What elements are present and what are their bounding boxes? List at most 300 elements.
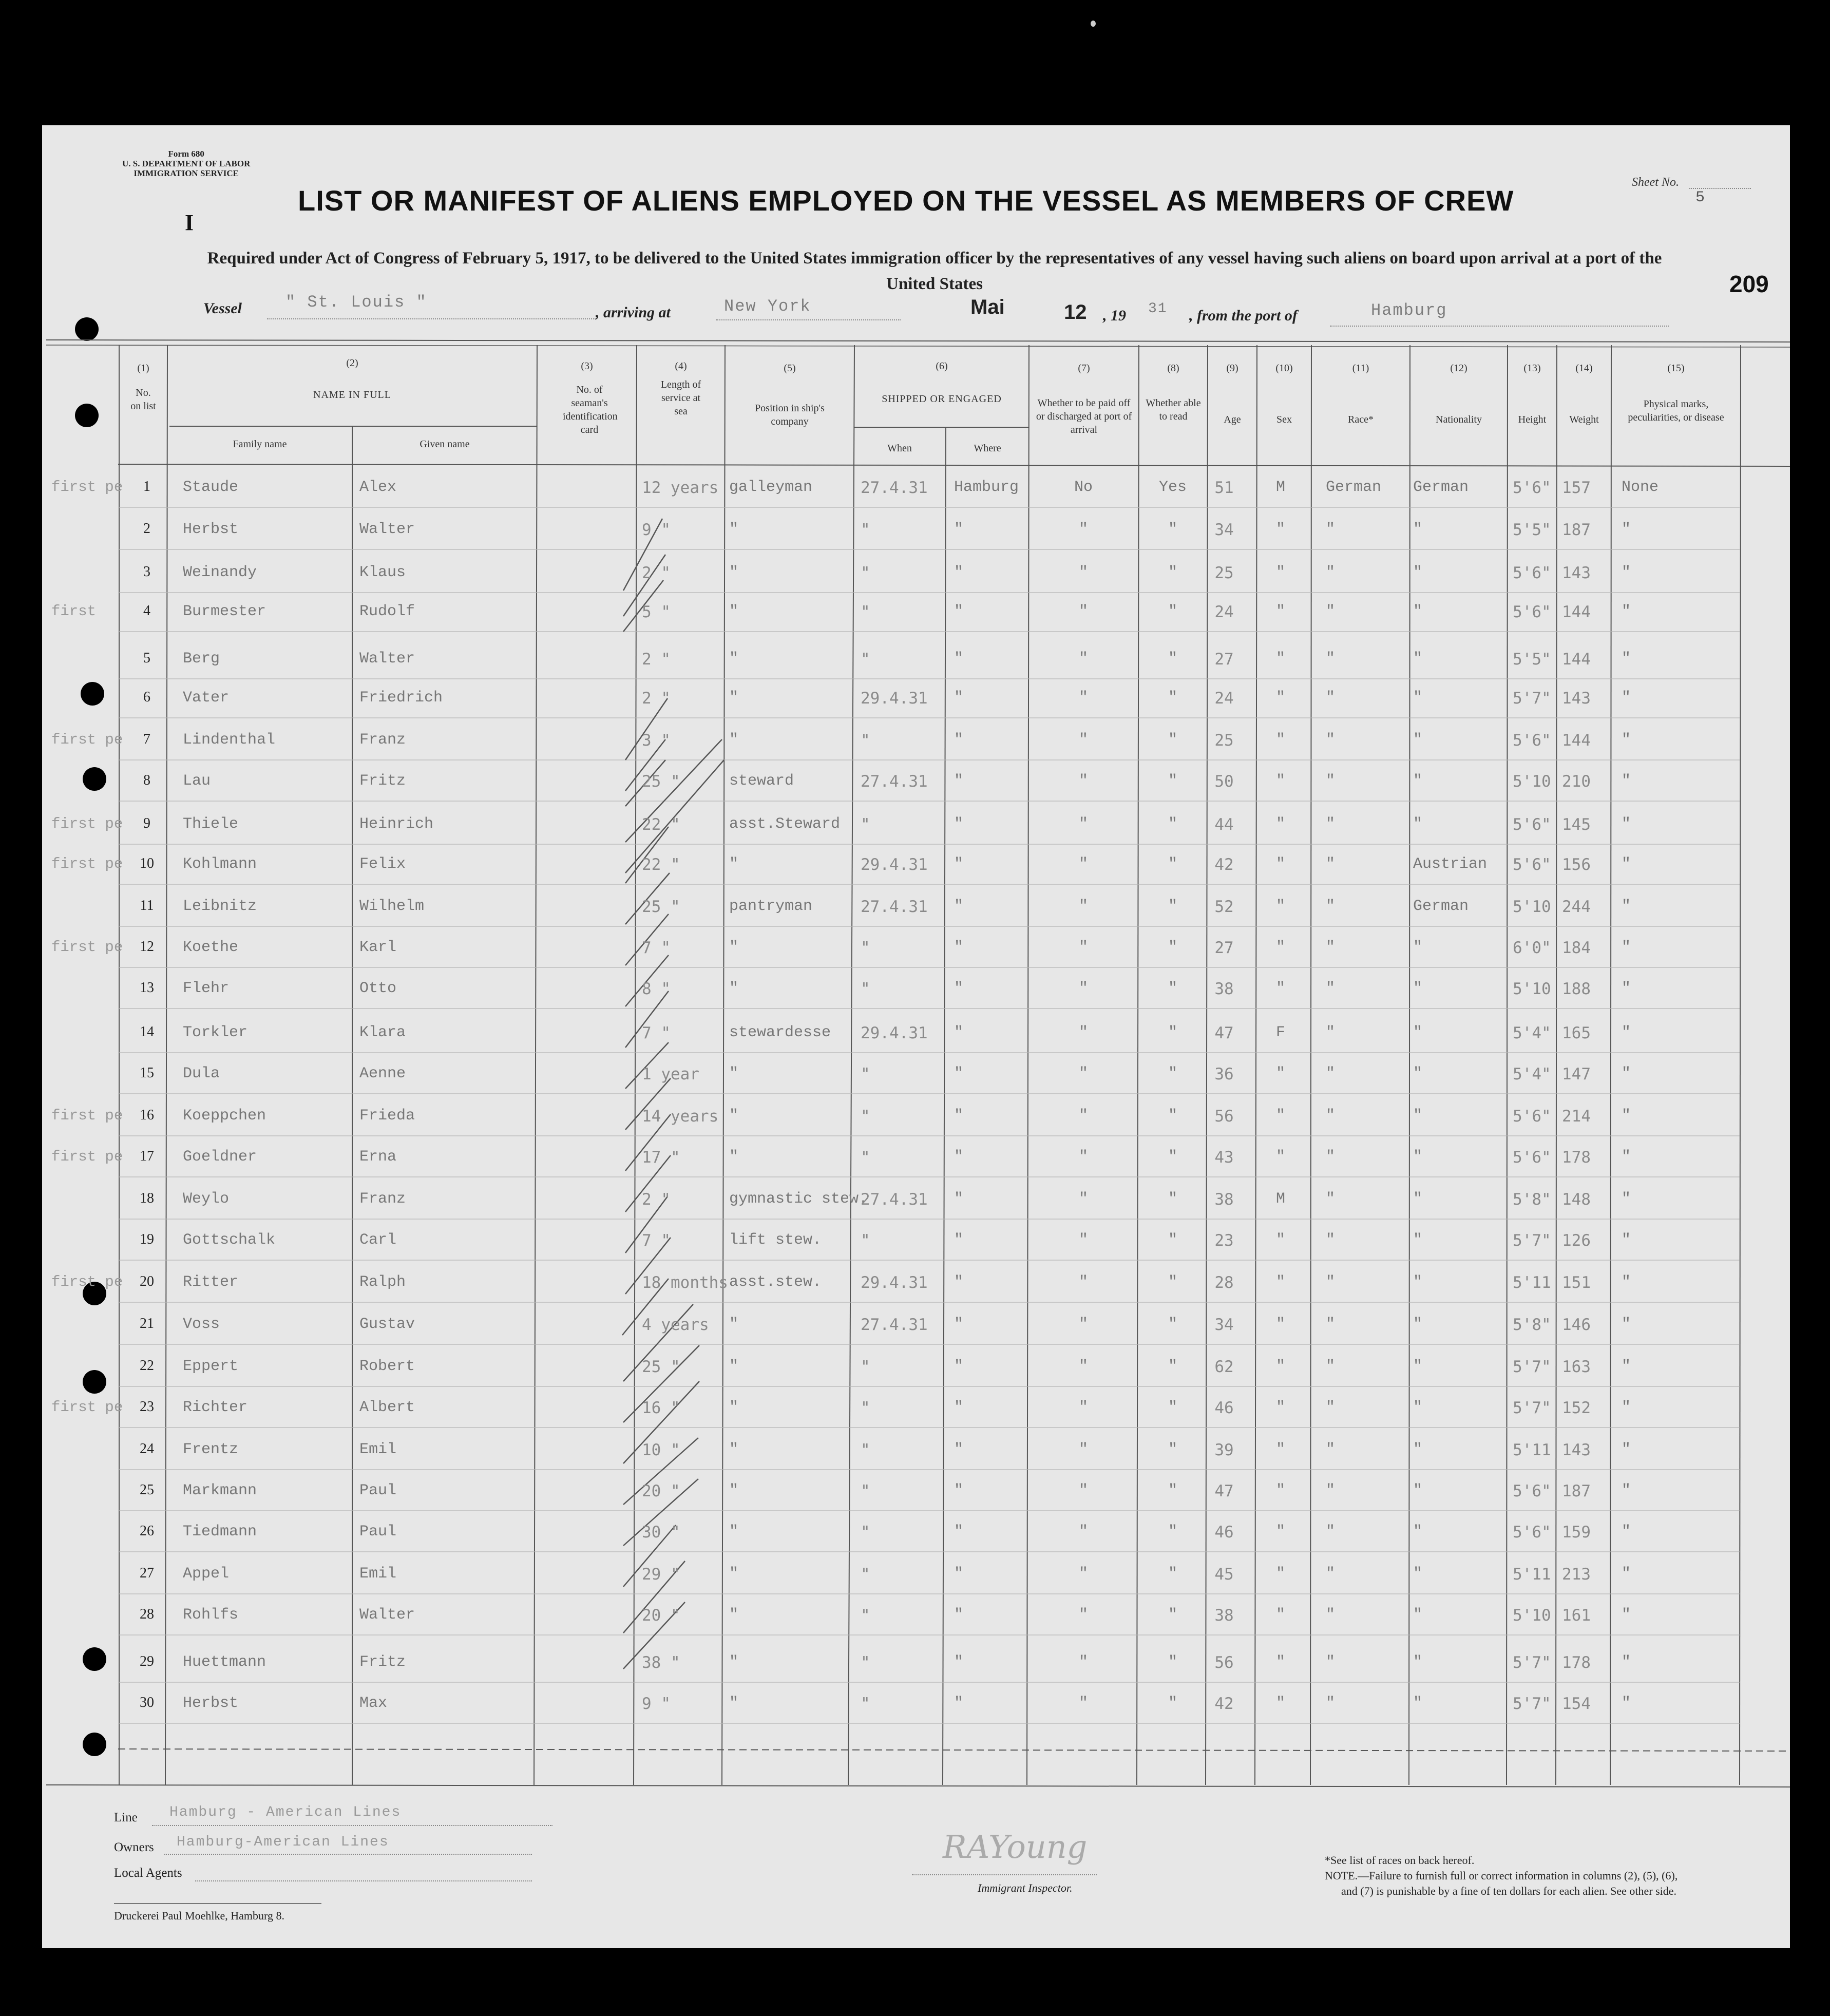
age: 52: [1214, 898, 1234, 916]
shipped-where: ": [954, 980, 964, 997]
row-number: 7: [143, 731, 150, 747]
physical-marks: ": [1622, 980, 1631, 997]
given-name: Friedrich: [359, 689, 443, 707]
able-to-read: ": [1168, 1482, 1177, 1499]
sex: ": [1275, 1148, 1285, 1166]
weight: 147: [1562, 1065, 1591, 1083]
age: 45: [1214, 1565, 1234, 1584]
paid-off: ": [1078, 1107, 1088, 1125]
age: 47: [1214, 1024, 1234, 1042]
physical-marks: ": [1622, 1107, 1631, 1125]
shipped-when: ": [861, 1565, 870, 1584]
given-name: Franz: [359, 1190, 406, 1208]
given-name: Robert: [359, 1358, 415, 1375]
race: German: [1326, 479, 1382, 496]
paid-off: ": [1078, 1148, 1088, 1166]
row-number: 13: [140, 980, 154, 996]
position: ": [729, 1065, 739, 1082]
shipped-when: ": [861, 1107, 870, 1126]
physical-marks: ": [1622, 1482, 1631, 1499]
position: ": [729, 939, 739, 956]
shipped-when: 27.4.31: [861, 1190, 928, 1209]
physical-marks: ": [1622, 1653, 1631, 1671]
footnote: [1325, 1853, 1678, 1899]
family-name: Weinandy: [183, 564, 257, 581]
able-to-read: ": [1168, 939, 1177, 956]
given-name: Paul: [359, 1482, 397, 1499]
position: ": [729, 1148, 739, 1166]
able-to-read: ": [1168, 731, 1177, 749]
able-to-read: Yes: [1158, 479, 1187, 496]
shipped-when: ": [861, 1441, 870, 1459]
family-name: Flehr: [183, 980, 230, 997]
col-13-number: (13): [1523, 363, 1541, 374]
shipped-where: ": [954, 1024, 964, 1041]
service-length: 20 ": [642, 1482, 680, 1500]
vessel-label: Vessel: [203, 300, 242, 317]
race: ": [1326, 731, 1336, 749]
service-length: 7 ": [642, 939, 671, 957]
nationality: ": [1413, 1316, 1423, 1333]
row-number: 25: [140, 1482, 154, 1498]
given-name: Heinrich: [359, 815, 434, 833]
position: ": [729, 1695, 739, 1712]
given-name: Carl: [359, 1231, 397, 1249]
col-8-label: Whether able to read: [1146, 397, 1201, 422]
shipped-where: ": [954, 1606, 964, 1624]
shipped-when: 29.4.31: [861, 855, 928, 874]
sex: ": [1275, 1695, 1285, 1712]
row-number: 28: [140, 1606, 154, 1622]
age: 34: [1214, 1316, 1234, 1334]
page-title: LIST OR MANIFEST OF ALIENS EMPLOYED ON THE VESSEL AS MEMBERS OF CREW: [298, 184, 1514, 217]
row-number: 2: [143, 521, 150, 537]
margin-note: first pe: [51, 1399, 123, 1416]
physical-marks: None: [1622, 479, 1659, 496]
height: 5'4": [1513, 1065, 1551, 1083]
height: 5'6": [1513, 603, 1551, 621]
paid-off: ": [1078, 1441, 1088, 1458]
family-name: Gottschalk: [183, 1231, 276, 1249]
height: 5'6": [1513, 815, 1551, 834]
margin-note: first pe: [51, 479, 123, 496]
nationality: ": [1413, 1358, 1423, 1375]
sex: ": [1275, 980, 1285, 997]
shipped-when: ": [861, 650, 870, 669]
race: ": [1326, 1065, 1336, 1082]
margin-mark: I: [185, 210, 194, 235]
shipped-where: ": [954, 564, 964, 581]
row-number: 29: [140, 1653, 154, 1669]
able-to-read: ": [1168, 603, 1177, 620]
owners-label: Owners: [114, 1840, 154, 1854]
shipped-where: ": [954, 898, 964, 915]
weight: 165: [1562, 1024, 1591, 1042]
paid-off: ": [1078, 1316, 1088, 1333]
family-name: Leibnitz: [183, 898, 257, 915]
row-number: 26: [140, 1523, 154, 1539]
col-9-label: Age: [1224, 414, 1241, 425]
col-6-when-label: When: [887, 443, 912, 454]
position: ": [729, 1107, 739, 1125]
nationality: ": [1413, 939, 1423, 956]
col-7-label: Whether to be paid off or discharged at port of arrival: [1036, 397, 1132, 435]
position: ": [729, 521, 739, 538]
weight: 154: [1562, 1695, 1591, 1713]
row-number: 20: [140, 1273, 154, 1289]
able-to-read: ": [1168, 564, 1177, 581]
weight: 210: [1562, 772, 1591, 791]
able-to-read: ": [1168, 1441, 1177, 1458]
age: 38: [1214, 1190, 1234, 1209]
shipped-where: ": [954, 772, 964, 790]
able-to-read: ": [1168, 1653, 1177, 1671]
races-note: *See list of races on back hereof.: [1325, 1854, 1475, 1867]
row-number: 27: [140, 1565, 154, 1581]
col-5-number: (5): [784, 363, 796, 374]
shipped-where: ": [954, 1231, 964, 1249]
shipped-where: ": [954, 1565, 964, 1583]
col-4-number: (4): [675, 360, 687, 372]
age: 39: [1214, 1441, 1234, 1459]
sex: ": [1275, 1565, 1285, 1583]
col-6-number: (6): [936, 360, 948, 372]
height: 5'7": [1513, 1399, 1551, 1417]
age: 27: [1214, 650, 1234, 669]
height: 5'5": [1513, 650, 1551, 669]
physical-marks: ": [1622, 564, 1631, 581]
family-name: Burmester: [183, 603, 266, 620]
position: stewardesse: [729, 1024, 831, 1041]
height: 5'6": [1513, 855, 1551, 874]
physical-marks: ": [1622, 1024, 1631, 1041]
weight: 156: [1562, 855, 1591, 874]
position: ": [729, 1523, 739, 1540]
position: ": [729, 1399, 739, 1416]
race: ": [1326, 1148, 1336, 1166]
shipped-when: ": [861, 815, 870, 834]
physical-marks: ": [1622, 603, 1631, 620]
race: ": [1326, 1273, 1336, 1291]
race: ": [1326, 603, 1336, 620]
given-name: Alex: [359, 479, 397, 496]
shipped-where: ": [954, 1441, 964, 1458]
height: 5'10: [1513, 1606, 1551, 1625]
service-length: 2 ": [642, 689, 671, 708]
physical-marks: ": [1622, 1695, 1631, 1712]
service-length: 22 ": [642, 855, 680, 874]
col-11-number: (11): [1352, 363, 1369, 374]
height: 5'6": [1513, 564, 1551, 582]
height: 5'6": [1513, 1482, 1551, 1500]
shipped-when: 27.4.31: [861, 1316, 928, 1334]
physical-marks: ": [1622, 1273, 1631, 1291]
row-number: 5: [143, 650, 150, 666]
service-length: 22 ": [642, 815, 680, 834]
col-8-number: (8): [1167, 363, 1179, 374]
position: ": [729, 1316, 739, 1333]
weight: 184: [1562, 939, 1591, 957]
race: ": [1326, 1107, 1336, 1125]
family-name: Herbst: [183, 1695, 239, 1712]
sex: ": [1275, 939, 1285, 956]
col-2-label: NAME IN FULL: [313, 389, 391, 401]
given-name: Walter: [359, 521, 415, 538]
age: 42: [1214, 1695, 1234, 1713]
position: ": [729, 855, 739, 873]
age: 46: [1214, 1399, 1234, 1417]
sex: ": [1275, 1653, 1285, 1671]
given-name: Emil: [359, 1441, 397, 1458]
able-to-read: ": [1168, 1024, 1177, 1041]
physical-marks: ": [1622, 1606, 1631, 1624]
race: ": [1326, 939, 1336, 956]
paid-off: ": [1078, 980, 1088, 997]
physical-marks: ": [1622, 1231, 1631, 1249]
weight: 178: [1562, 1148, 1591, 1167]
col-12-label: Nationality: [1436, 414, 1482, 425]
row-number: 19: [140, 1231, 154, 1247]
line-value: Hamburg - American Lines: [169, 1804, 402, 1820]
able-to-read: ": [1168, 1231, 1177, 1249]
race: ": [1326, 1523, 1336, 1540]
paid-off: ": [1078, 1606, 1088, 1624]
shipped-where: ": [954, 1065, 964, 1082]
able-to-read: ": [1168, 1273, 1177, 1291]
row-number: 9: [143, 815, 150, 831]
position: steward: [729, 772, 794, 790]
height: 5'6": [1513, 1523, 1551, 1542]
paid-off: ": [1078, 1231, 1088, 1249]
sex: ": [1275, 564, 1285, 581]
weight: 163: [1562, 1358, 1591, 1376]
shipped-when: ": [861, 603, 870, 621]
given-name: Klara: [359, 1024, 406, 1041]
margin-note: first pe: [51, 815, 123, 832]
paid-off: ": [1078, 898, 1088, 915]
page-subtitle: Required under Act of Congress of February 5, 1917, to be delivered to the United States immigration officer by the representatives of any vessel having such aliens on board upon arrival at a port of the United States: [207, 249, 1662, 293]
weight: 143: [1562, 689, 1591, 708]
race: ": [1326, 650, 1336, 668]
family-name: Vater: [183, 689, 230, 707]
row-number: 16: [140, 1107, 154, 1123]
shipped-where: ": [954, 731, 964, 749]
given-name: Karl: [359, 939, 397, 956]
shipped-when: 29.4.31: [861, 1024, 928, 1042]
sex: ": [1275, 855, 1285, 873]
given-name: Frieda: [359, 1107, 415, 1125]
physical-marks: ": [1622, 521, 1631, 538]
row-number: 6: [143, 689, 150, 705]
physical-marks: ": [1622, 1399, 1631, 1416]
position: ": [729, 1653, 739, 1671]
physical-marks: ": [1622, 1565, 1631, 1583]
height: 6'0": [1513, 939, 1551, 957]
row-number: 12: [140, 939, 154, 955]
position: ": [729, 980, 739, 997]
shipped-when: ": [861, 1358, 870, 1376]
nationality: ": [1413, 772, 1423, 790]
given-name: Fritz: [359, 772, 406, 790]
family-name: Herbst: [183, 521, 239, 538]
given-name: Klaus: [359, 564, 406, 581]
sex: ": [1275, 1523, 1285, 1540]
col-5-label: Position in ship's company: [755, 403, 825, 427]
col-1-number: (1): [137, 363, 149, 374]
race: ": [1326, 855, 1336, 873]
age: 24: [1214, 689, 1234, 708]
sex: ": [1275, 1482, 1285, 1499]
service-length: 1 year: [642, 1065, 699, 1083]
height: 5'6": [1513, 731, 1551, 750]
margin-note: first pe: [51, 1148, 123, 1165]
position: ": [729, 1606, 739, 1624]
age: 50: [1214, 772, 1234, 791]
given-name: Aenne: [359, 1065, 406, 1082]
nationality: ": [1413, 1273, 1423, 1291]
able-to-read: ": [1168, 1107, 1177, 1125]
height: 5'7": [1513, 1358, 1551, 1376]
position: ": [729, 1441, 739, 1458]
row-number: 4: [143, 603, 150, 619]
arrival-port: New York: [724, 297, 811, 316]
position: ": [729, 603, 739, 620]
given-name: Fritz: [359, 1653, 406, 1671]
position: ": [729, 689, 739, 707]
height: 5'7": [1513, 1653, 1551, 1672]
race: ": [1326, 1024, 1336, 1041]
line-label: Line: [114, 1811, 138, 1824]
from-label: , from the port of: [1189, 307, 1298, 324]
position: ": [729, 1358, 739, 1375]
able-to-read: ": [1168, 1565, 1177, 1583]
height: 5'8": [1513, 1190, 1551, 1209]
age: 43: [1214, 1148, 1234, 1167]
shipped-when: ": [861, 1523, 870, 1542]
weight: 214: [1562, 1107, 1591, 1126]
shipped-when: ": [861, 1695, 870, 1713]
paid-off: ": [1078, 1190, 1088, 1208]
shipped-when: ": [861, 1065, 870, 1083]
physical-marks: ": [1622, 1523, 1631, 1540]
margin-note: first pe: [51, 731, 123, 748]
shipped-where: ": [954, 1190, 964, 1208]
nationality: ": [1413, 1695, 1423, 1712]
height: 5'11: [1513, 1441, 1551, 1459]
col-10-number: (10): [1275, 363, 1293, 374]
age: 42: [1214, 855, 1234, 874]
sex: ": [1275, 772, 1285, 790]
race: ": [1326, 1190, 1336, 1208]
family-name: Rohlfs: [183, 1606, 239, 1624]
physical-marks: ": [1622, 1441, 1631, 1458]
race: ": [1326, 898, 1336, 915]
given-name: Gustav: [359, 1316, 415, 1333]
shipped-when: 29.4.31: [861, 1273, 928, 1292]
able-to-read: ": [1168, 689, 1177, 707]
able-to-read: ": [1168, 1316, 1177, 1333]
weight: 244: [1562, 898, 1591, 916]
age: 25: [1214, 731, 1234, 750]
physical-marks: ": [1622, 898, 1631, 915]
family-name: Huettmann: [183, 1653, 266, 1671]
paid-off: ": [1078, 603, 1088, 620]
age: 28: [1214, 1273, 1234, 1292]
family-name: Thiele: [183, 815, 239, 833]
able-to-read: ": [1168, 855, 1177, 873]
able-to-read: ": [1168, 815, 1177, 833]
family-name: Markmann: [183, 1482, 257, 1499]
race: ": [1326, 980, 1336, 997]
col-4-label: Length of service at sea: [660, 379, 701, 417]
height: 5'8": [1513, 1316, 1551, 1334]
nationality: ": [1413, 1653, 1423, 1671]
paid-off: ": [1078, 815, 1088, 833]
position: asst.Steward: [729, 815, 841, 833]
able-to-read: ": [1168, 1065, 1177, 1082]
inspector-signature: RAYoung: [943, 1828, 1088, 1866]
service-length: 7 ": [642, 1231, 671, 1250]
departure-port: Hamburg: [1371, 301, 1447, 320]
race: ": [1326, 1565, 1336, 1583]
race: ": [1326, 1695, 1336, 1712]
shipped-when: ": [861, 1482, 870, 1500]
nationality: ": [1413, 815, 1423, 833]
height: 5'6": [1513, 1148, 1551, 1167]
sex: F: [1275, 1024, 1285, 1041]
family-name: Appel: [183, 1565, 230, 1583]
inspector-label: Immigrant Inspector.: [978, 1881, 1073, 1894]
given-name: Rudolf: [359, 603, 415, 620]
paid-off: ": [1078, 1653, 1088, 1671]
physical-marks: ": [1622, 1190, 1631, 1208]
weight: 144: [1562, 603, 1591, 621]
physical-marks: ": [1622, 815, 1631, 833]
service-length: 14 years: [642, 1107, 719, 1126]
shipped-when: ": [861, 1148, 870, 1167]
family-name: Voss: [183, 1316, 220, 1333]
weight: 143: [1562, 1441, 1591, 1459]
weight: 144: [1562, 731, 1591, 750]
age: 56: [1214, 1107, 1234, 1126]
height: 5'6": [1513, 1107, 1551, 1126]
col-12-number: (12): [1450, 363, 1467, 374]
service-length: 38 ": [642, 1653, 680, 1672]
shipped-where: ": [954, 815, 964, 833]
nationality: ": [1413, 1482, 1423, 1499]
race: ": [1326, 772, 1336, 790]
height: 5'7": [1513, 1231, 1551, 1250]
race: ": [1326, 689, 1336, 707]
weight: 152: [1562, 1399, 1591, 1417]
col-1-label: No. on list: [130, 387, 156, 412]
service-length: 25 ": [642, 1358, 680, 1376]
row-number: 14: [140, 1024, 154, 1040]
shipped-when: ": [861, 564, 870, 582]
given-name: Ralph: [359, 1273, 406, 1291]
shipped-where: ": [954, 855, 964, 873]
row-number: 3: [143, 564, 150, 580]
col-6-label: SHIPPED OR ENGAGED: [882, 393, 1002, 405]
row-number: 11: [140, 898, 154, 914]
shipped-where: ": [954, 521, 964, 538]
paid-off: ": [1078, 1695, 1088, 1712]
weight: 161: [1562, 1606, 1591, 1625]
nationality: ": [1413, 1565, 1423, 1583]
sex: ": [1275, 898, 1285, 915]
sex: ": [1275, 1065, 1285, 1082]
family-name: Koethe: [183, 939, 239, 956]
